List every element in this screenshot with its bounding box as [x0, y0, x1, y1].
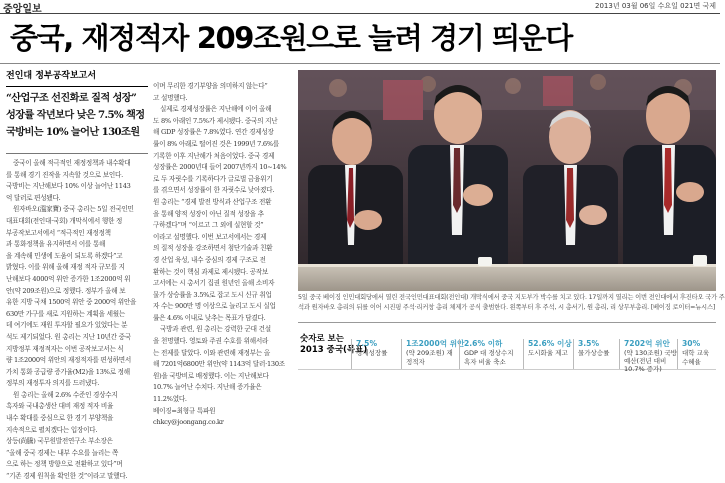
stat-separator	[573, 339, 574, 369]
body-line: 안(약 209조원)으로 정했다. 정부가 올해 보	[6, 286, 126, 295]
stats-title-line-2: 2013 중국(목표)	[300, 345, 368, 355]
body-line: 상등(尚騰) 국무원발전연구소 부소장은	[6, 437, 113, 446]
stat-label: (약 130조원) 국방예산(전년 대비 10.7% 증가)	[624, 349, 678, 373]
body-line: 원자바오(溫家寶) 중국 총리는 5일 전국인민	[13, 205, 134, 214]
body-line: 구하겠다”며 “이르고 그 외에 실현할 것”	[153, 221, 264, 230]
body-line: 를 겪으면서 성장률이 한 자릿수로 낮아졌다.	[153, 186, 275, 195]
body-line: 경 산업 육성, 내수 중심의 경제 구조로 전	[153, 255, 266, 264]
body-line: 억 달러로 편성됐다.	[6, 193, 61, 202]
body-line: 630만 가구를 새로 지원하는 계획을 세웠는	[6, 309, 125, 318]
stat-value: 7202억 위안	[624, 339, 670, 348]
kicker: 전인대 정부공작보고서	[6, 71, 97, 81]
body-line: 을 계속해 민생에 도움이 되도록 하겠다”고	[6, 251, 123, 260]
body-line: 으로 하는 정책 방향으로 전환하고 있다”며	[6, 460, 123, 469]
body-line: 지속적으로 펼치겠다는 입장이다.	[6, 425, 98, 434]
stat-label: 도시화율 제고	[528, 349, 568, 357]
photo-caption	[298, 293, 725, 313]
body-line: 이라고 설명했다. 이번 보고서에서는 경제	[153, 232, 267, 241]
stat-item	[464, 339, 522, 367]
headline: 중국, 재정적자 209조원으로 늘려 경기 띄운다	[10, 21, 572, 55]
stat-label: GDP 대 경상수지 흑자 비율 축소	[464, 349, 514, 366]
middle-column	[153, 81, 293, 429]
masthead	[0, 0, 720, 14]
body-line: 정부의 재정투자 의지를 드러냈다.	[6, 379, 100, 388]
body-line: 해 GDP 성장률은 7.8%였다. 연간 경제성장	[153, 128, 274, 137]
stat-value: 1조2000억 위안	[406, 339, 465, 348]
subheadlines	[6, 90, 148, 141]
stat-value: 52.6% 이상	[528, 339, 572, 348]
body-line: 는 전제를 달았다. 이와 관련해 재정부는 올	[153, 348, 270, 357]
stat-item	[406, 339, 465, 367]
stat-item	[356, 339, 400, 358]
stat-value: 7.5%	[356, 339, 378, 348]
body-line: 도 8% 아래인 7.5%가 제시됐다. 중국의 지난	[153, 116, 278, 125]
photo-illustration	[298, 70, 716, 291]
stat-label: (약 209조원) 재정적자	[406, 349, 453, 366]
body-line: 대표대회(전인대·국회) 개막식에서 행한 정	[6, 216, 123, 225]
body-line: 성장률은 2000년대 들어 2007년까지 10~14%	[153, 163, 287, 172]
stat-label: 물가상승률	[578, 349, 610, 357]
caption-line-1: 5일 중국 베이징 인민대회당에서 열린 전국인민대표대회(전인대) 개막식에서 중국 지도부가 박수를 치고 있다. 17일까지 열리는 이번 전인대에서 후진타오 국가 주	[298, 294, 725, 301]
stat-separator	[523, 339, 524, 369]
body-line: 률이 8% 아래로 떨어진 것은 1999년 7.6%를	[153, 139, 280, 148]
body-line: 흑자와 국내총생산 대비 재정 적자 비율	[6, 402, 114, 411]
caption-line-2: 석과 원자바오 총리의 뒤를 이어 시진핑 주석·리커창 총리 체제가 공식 출범한다. 왼쪽부터 후 주석, 시 총서기, 원 총리, 리 상무부총리. [베이징 로이터=뉴시스]	[298, 304, 716, 311]
body-line: 를 통해 경기 진작을 지속할 것으로 보인다.	[6, 170, 123, 179]
body-line: 내수 확대를 중심으로 한 경기 부양책을	[6, 414, 114, 423]
body-line: 물가 상승률을 3.5%로 잡고 도시 신규 취업	[153, 290, 272, 299]
stat-label: 대학 교육 수혜율	[682, 349, 710, 366]
deck-rule	[6, 153, 148, 154]
stat-value: 30%	[682, 339, 701, 348]
body-line: 량 1조2000억 위안의 재정적자를 편성하면서	[6, 356, 132, 365]
news-photo	[298, 70, 716, 291]
stat-item	[578, 339, 618, 358]
left-column	[6, 70, 148, 483]
body-line: 을 통해 양적 성장이 아닌 질적 성장을 추	[153, 209, 264, 218]
stat-label: 경제성장률	[356, 349, 388, 357]
article-body-left	[6, 158, 148, 483]
kicker-rule	[6, 86, 148, 87]
body-line: 중국이 올해 적극적인 재정정책과 내수확대	[13, 159, 131, 167]
body-line: 로 두 자릿수를 기록하다가 글로벌 금융위기	[153, 174, 273, 183]
body-line: 과 통화정책을 유지하면서 이를 통해	[6, 240, 106, 249]
stat-item	[528, 339, 572, 358]
body-line: 유한 지방 국채 1500억 위안 중 2000억 위안을	[6, 298, 137, 307]
body-line: 원 총리는 올해 2.6% 수준인 경상수지	[13, 390, 118, 399]
body-line: 석도 제기되었다. 원 총리는 지난 10년간 중국	[6, 332, 131, 341]
headline-rule	[0, 63, 720, 64]
body-line: 이며 무리한 경기부양을 의미하지 않는다”	[153, 82, 268, 90]
dateline: 2013년 03월 06일 수요일 021면 국제	[595, 2, 716, 10]
body-line: 의 질적 성장을 강조하면서 첨단기술과 친환	[153, 244, 273, 253]
body-line: 고서에는 시 총서기 집권 원년인 올해 소비자	[153, 279, 275, 288]
body-line: 원)을 국방비로 배정했다. 이는 지난해보다	[153, 371, 269, 380]
stat-value: 2.6% 이하	[464, 339, 503, 348]
body-line: 고 설명했다.	[153, 93, 188, 102]
stat-separator	[619, 339, 620, 369]
stat-item	[682, 339, 716, 367]
body-line: 원 총리는 “경제 발전 방식과 산업구조 전환	[153, 197, 272, 206]
body-line: 국방과 관련, 원 총리는 강력한 군대 건설	[160, 325, 271, 334]
body-line: 가치 통화 공급량 증가율(M2)을 13%로 정해	[6, 367, 130, 376]
body-line: 베이징=최형규 특파원	[153, 406, 216, 415]
body-line: 11.2%였다.	[153, 395, 187, 404]
stat-separator	[459, 339, 460, 369]
stat-separator	[351, 339, 352, 369]
stats-title-line-1: 숫자로 보는	[300, 334, 345, 344]
body-line: 해 7201억6800만 위안(약 1143억 달러·130조	[153, 360, 285, 369]
body-line: 난해보다 4000억 위안 증가한 1조2000억 위	[6, 274, 131, 283]
stats-box	[298, 322, 716, 373]
body-line: 지방정부 재정적자는 이번 공작보고서는 식	[6, 344, 124, 353]
body-line: 부공작보고서에서 “적극적인 재정정책	[6, 228, 111, 237]
body-line: 률은 4.6% 이내로 낮추는 목표가 담겼다.	[153, 313, 266, 322]
newspaper-logo: 중앙일보	[3, 4, 42, 15]
body-line: 밝혔다. 이를 위해 올해 재정 적자 규모를 지	[6, 263, 125, 272]
article-body-middle	[153, 81, 293, 429]
body-line: “기존 경제 원칙을 확인한 것”이라고 말했다.	[6, 472, 128, 481]
body-line: 데 여기에도 재원 투자할 필요가 있었다는 분	[6, 321, 128, 330]
body-line: 10.7% 늘어난 수치다. 지난해 증가율은	[153, 383, 262, 392]
body-line: 실제로 경제성장률은 지난해에 이어 올해	[160, 105, 272, 114]
subheadline-3: 국방비는 10% 늘어난 130조원	[6, 126, 140, 138]
stat-item	[624, 339, 678, 373]
body-line: 자 수는 900만 명 이상으로 늘리고 도시 실업	[153, 302, 276, 311]
body-line: 국방비는 지난해보다 10% 이상 늘어난 1143	[6, 182, 131, 191]
body-line: 환하는 것이 핵심 과제로 제시됐다. 공작보	[153, 267, 269, 276]
body-line: 기록한 이후 지난해가 처음이었다. 중국 경제	[153, 151, 275, 160]
subheadline-2: 성장률 작년보다 낮은 7.5% 책정	[6, 109, 145, 121]
subheadline-1: “산업구조 선진화로 질적 성장”	[6, 92, 137, 104]
stat-separator	[677, 339, 678, 369]
stat-separator	[401, 339, 402, 369]
body-line: 을 천명했다. 영토와 주권 수호를 위해서라	[153, 337, 269, 346]
body-line: “올해 중국 경제는 내부 수요를 늘리는 쪽	[6, 448, 119, 457]
body-line: chkcy@joongang.co.kr	[153, 418, 224, 427]
stat-value: 3.5%	[578, 339, 600, 348]
